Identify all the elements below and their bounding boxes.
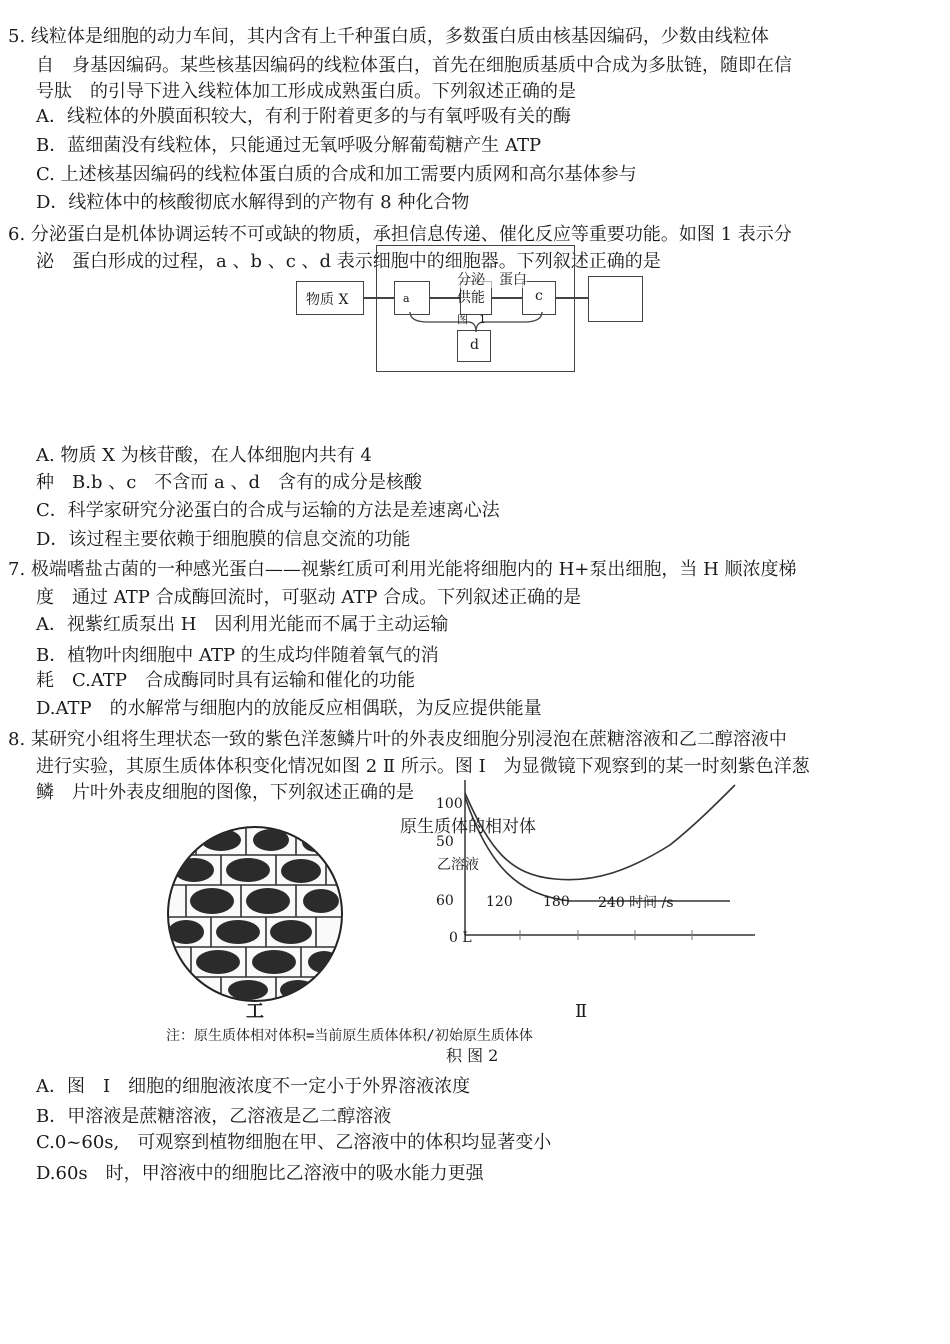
protoplast-volume-chart xyxy=(430,775,760,960)
q7-option-c: 耗 C.ATP 合成酶同时具有运输和催化的功能 xyxy=(36,670,415,691)
q7-option-b: B．植物叶肉细胞中 ATP 的生成均伴随着氧气的消 xyxy=(36,645,439,666)
q8-option-b: B．甲溶液是蔗糖溶液，乙溶液是乙二醇溶液 xyxy=(36,1106,392,1127)
micrograph-onion-cells xyxy=(166,825,344,1003)
q8-stem-line-2: 进行实验，其原生质体体积变化情况如图 2 Ⅱ 所示。图 I 为显微镜下观察到的某一时刻紫色洋葱 xyxy=(36,756,810,777)
box-organelle-d xyxy=(457,330,491,362)
figure-1-caption: 图 1 xyxy=(457,313,486,326)
x-tick-240-time: 240 时间 /s xyxy=(598,895,674,911)
q7-stem-line-2: 度 通过 ATP 合成酶回流时，可驱动 ATP 合成。下列叙述正确的是 xyxy=(36,587,582,608)
q6-option-b: 种 B.b 、c 不含而 a 、d 含有的成分是核酸 xyxy=(36,472,422,493)
series-yi-line xyxy=(465,797,730,901)
box-organelle-d-label: d xyxy=(470,337,479,353)
y-tick-60: 60 xyxy=(436,893,454,909)
x-tick-180: 180 xyxy=(543,894,570,910)
series-yi-label: 乙溶液 xyxy=(437,857,479,873)
overlay-secreted-protein: 分泌 蛋白 xyxy=(457,272,527,288)
overlay-energy-supply: 供能 xyxy=(457,290,485,306)
q8-stem-line-3: 鳞 片叶外表皮细胞的图像，下列叙述正确的是 xyxy=(36,782,414,803)
figure-2-note: 注：原生质体相对体积=当前原生质体体积/初始原生质体体 xyxy=(166,1028,533,1044)
q7-option-a: A．视紫红质泵出 H 因利用光能而不属于主动运输 xyxy=(36,614,449,635)
figure-label-i: 工 xyxy=(246,1001,264,1022)
box-organelle-a-label: a xyxy=(403,292,410,305)
q5-stem-line-1: 5. 线粒体是细胞的动力车间，其内含有上千种蛋白质，多数蛋白质由核基因编码，少数由线粒体 xyxy=(8,26,769,47)
y-tick-100: 100 xyxy=(436,796,463,812)
q5-stem-line-3: 号肽 的引导下进入线粒体加工形成成熟蛋白质。下列叙述正确的是 xyxy=(36,81,576,102)
q8-stem-line-1: 8. 某研究小组将生理状态一致的紫色洋葱鳞片叶的外表皮细胞分别浸泡在蔗糖溶液和乙二醇溶液中 xyxy=(8,729,787,750)
box-substance-x xyxy=(296,281,364,315)
q8-option-a: A．图 I 细胞的细胞液浓度不一定小于外界溶液浓度 xyxy=(36,1076,471,1097)
q6-stem-line-2: 泌 蛋白形成的过程，a 、b 、c 、d 表示细胞中的细胞器。下列叙述正确的是 xyxy=(36,251,661,272)
q8-option-d: D.60s 时，甲溶液中的细胞比乙溶液中的吸水能力更强 xyxy=(36,1163,484,1184)
q6-option-d: D．该过程主要依赖于细胞膜的信息交流的功能 xyxy=(36,529,411,550)
q5-option-d: D．线粒体中的核酸彻底水解得到的产物有 8 种化合物 xyxy=(36,192,470,213)
q6-option-a: A. 物质 X 为核苷酸，在人体细胞内共有 4 xyxy=(36,445,372,466)
box-organelle-c-label: c xyxy=(535,288,543,304)
y-tick-50: 50 xyxy=(436,834,454,850)
q5-option-a: A．线粒体的外膜面积较大，有利于附着更多的与有氧呼吸有关的酶 xyxy=(36,106,571,127)
q6-option-c: C．科学家研究分泌蛋白的合成与运输的方法是差速离心法 xyxy=(36,500,500,521)
q7-stem-line-1: 7. 极端嗜盐古菌的一种感光蛋白——视紫红质可利用光能将细胞内的 H+泵出细胞，当 H 顺浓度梯 xyxy=(8,559,797,580)
q5-option-b: B．蓝细菌没有线粒体，只能通过无氧呼吸分解葡萄糖产生 ATP xyxy=(36,135,542,156)
y-axis-title: 原生质体的相对体 xyxy=(400,817,536,837)
figure-label-ii: Ⅱ xyxy=(575,1001,588,1022)
q5-option-c: C. 上述核基因编码的线粒体蛋白质的合成和加工需要内质网和高尔基体参与 xyxy=(36,164,637,185)
x-tick-120: 120 xyxy=(486,894,513,910)
box-cell-membrane xyxy=(588,276,643,322)
q5-stem-line-2: 自 身基因编码。某些核基因编码的线粒体蛋白，首先在细胞质基质中合成为多肽链，随即在信 xyxy=(36,55,792,76)
q8-option-c: C.0~60s, 可观察到植物细胞在甲、乙溶液中的体积均显著变小 xyxy=(36,1132,552,1153)
q6-stem-line-1: 6. 分泌蛋白是机体协调运转不可或缺的物质，承担信息传递、催化反应等重要功能。如图 1 表示分 xyxy=(8,224,792,245)
box-substance-x-label: 物质 X xyxy=(306,292,349,308)
figure-2-caption: 积 图 2 xyxy=(446,1046,499,1065)
origin-label: 0 L xyxy=(449,930,472,946)
q7-option-d: D.ATP 的水解常与细胞内的放能反应相偶联，为反应提供能量 xyxy=(36,698,542,719)
